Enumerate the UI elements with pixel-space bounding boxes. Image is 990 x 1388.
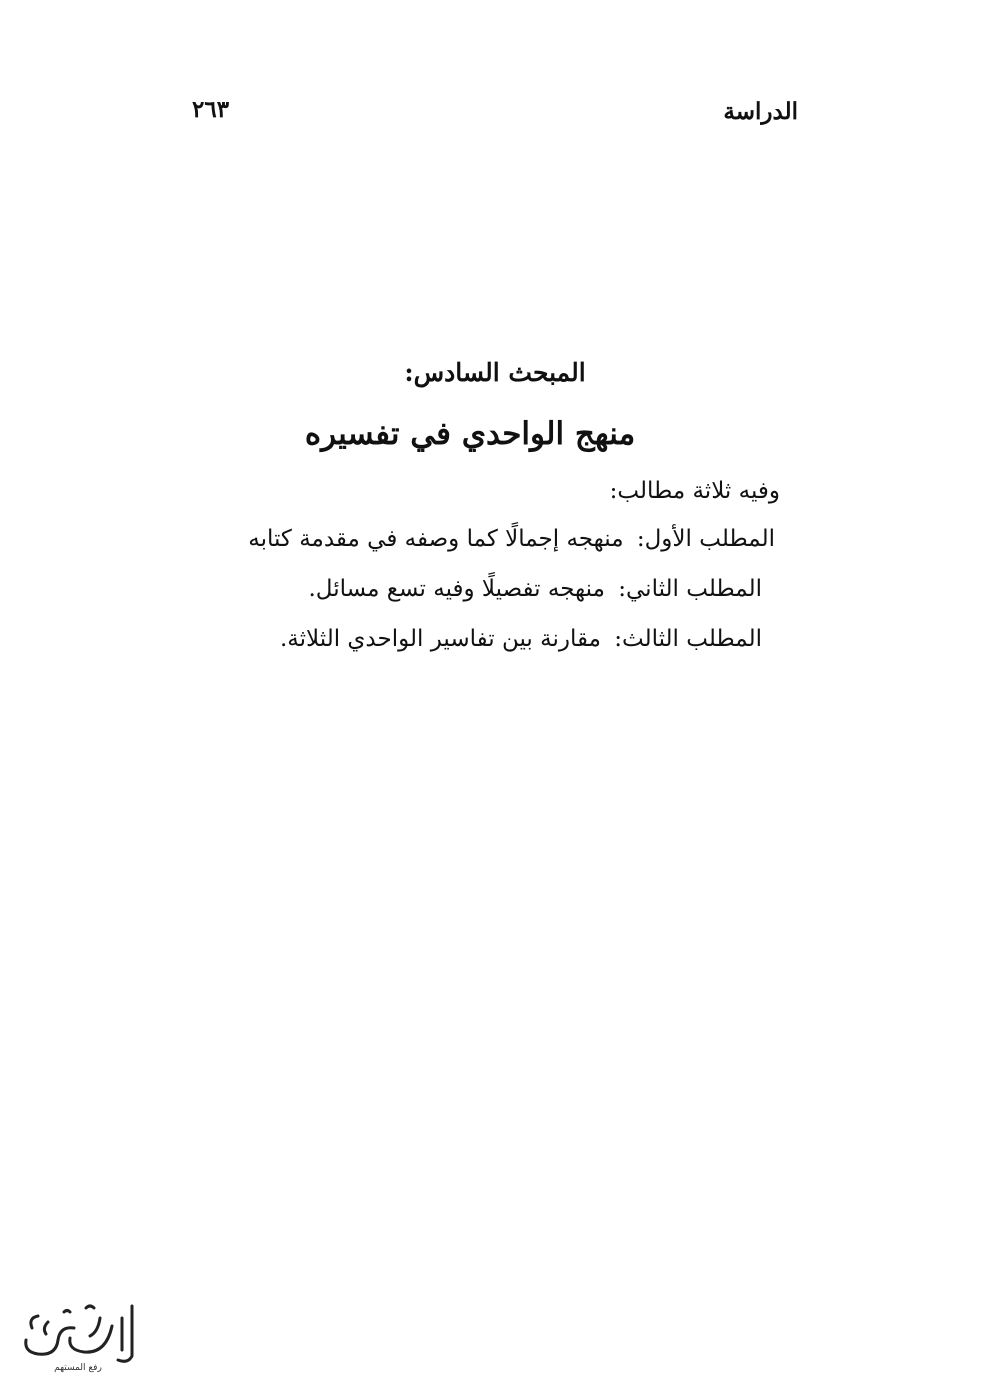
section-title: منهج الواحدي في تفسيره [304,416,636,452]
requirement-name: المطلب الأول: [636,526,775,552]
requirement-text: مقارنة بين تفاسير الواحدي الثلاثة. [280,626,601,652]
running-head: الدراسة [723,98,798,125]
requirement-item [248,526,775,552]
svg-text:رفع المستهم: رفع المستهم [54,1363,102,1373]
requirement-name: المطلب الثالث: [614,626,762,652]
requirement-name: المطلب الثاني: [618,576,762,602]
requirement-text: منهجه إجمالًا كما وصفه في مقدمة كتابه [248,526,624,552]
calligraphy-logo-icon [14,1298,142,1374]
page-number: ٢٦٣ [192,96,230,123]
requirement-item [308,576,762,602]
requirement-text: منهجه تفصيلًا وفيه تسع مسائل. [308,576,605,602]
section-label: المبحث السادس: [404,358,586,387]
requirement-item [280,626,762,652]
section-intro: وفيه ثلاثة مطالب: [609,478,780,504]
